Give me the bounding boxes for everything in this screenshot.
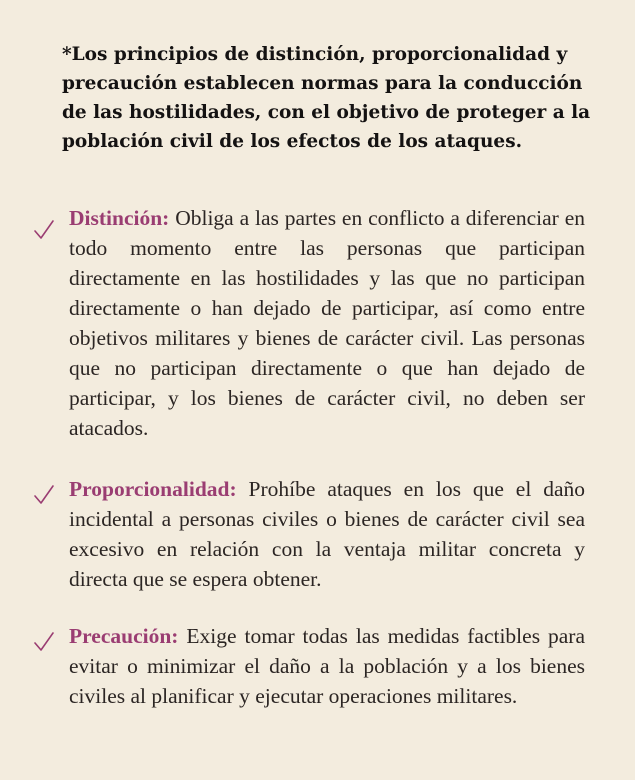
principle-description: Obliga a las partes en conflicto a diferenciar en todo momento entre las personas que participan directamente en las hostilidades y las que no participan directamente o han dejado de participar, así como entre objetivos militares y bienes de carácter civil. Las personas que no participan directamente o que han dejado de participar, y los bienes de carácter civil, no deben ser atacados.: [69, 206, 585, 440]
principle-text: [69, 203, 585, 443]
principle-description: Exige tomar todas las medidas factibles para evitar o minimizar el daño a la población y a los bienes civiles al planificar y ejecutar operaciones militares.: [69, 624, 585, 708]
checkmark-icon: [33, 484, 55, 506]
principle-description: Prohíbe ataques en los que el daño incidental a personas civiles o bienes de carácter civil sea excesivo en relación con la ventaja militar concreta y directa que se espera obtener.: [69, 477, 585, 591]
principle-term: Distinción:: [69, 206, 170, 230]
principle-term: Precaución:: [69, 624, 179, 648]
principle-text: [69, 474, 585, 594]
principle-term: Proporcionalidad:: [69, 477, 237, 501]
checkmark-icon: [33, 219, 55, 241]
checkmark-icon: [33, 631, 55, 653]
principle-text: [69, 621, 585, 711]
intro-paragraph: *Los principios de distinción, proporcionalidad y precaución establecen normas para la conducción de las hostilidades, con el objetivo de proteger a la población civil de los efectos de los ataques.: [62, 44, 591, 152]
